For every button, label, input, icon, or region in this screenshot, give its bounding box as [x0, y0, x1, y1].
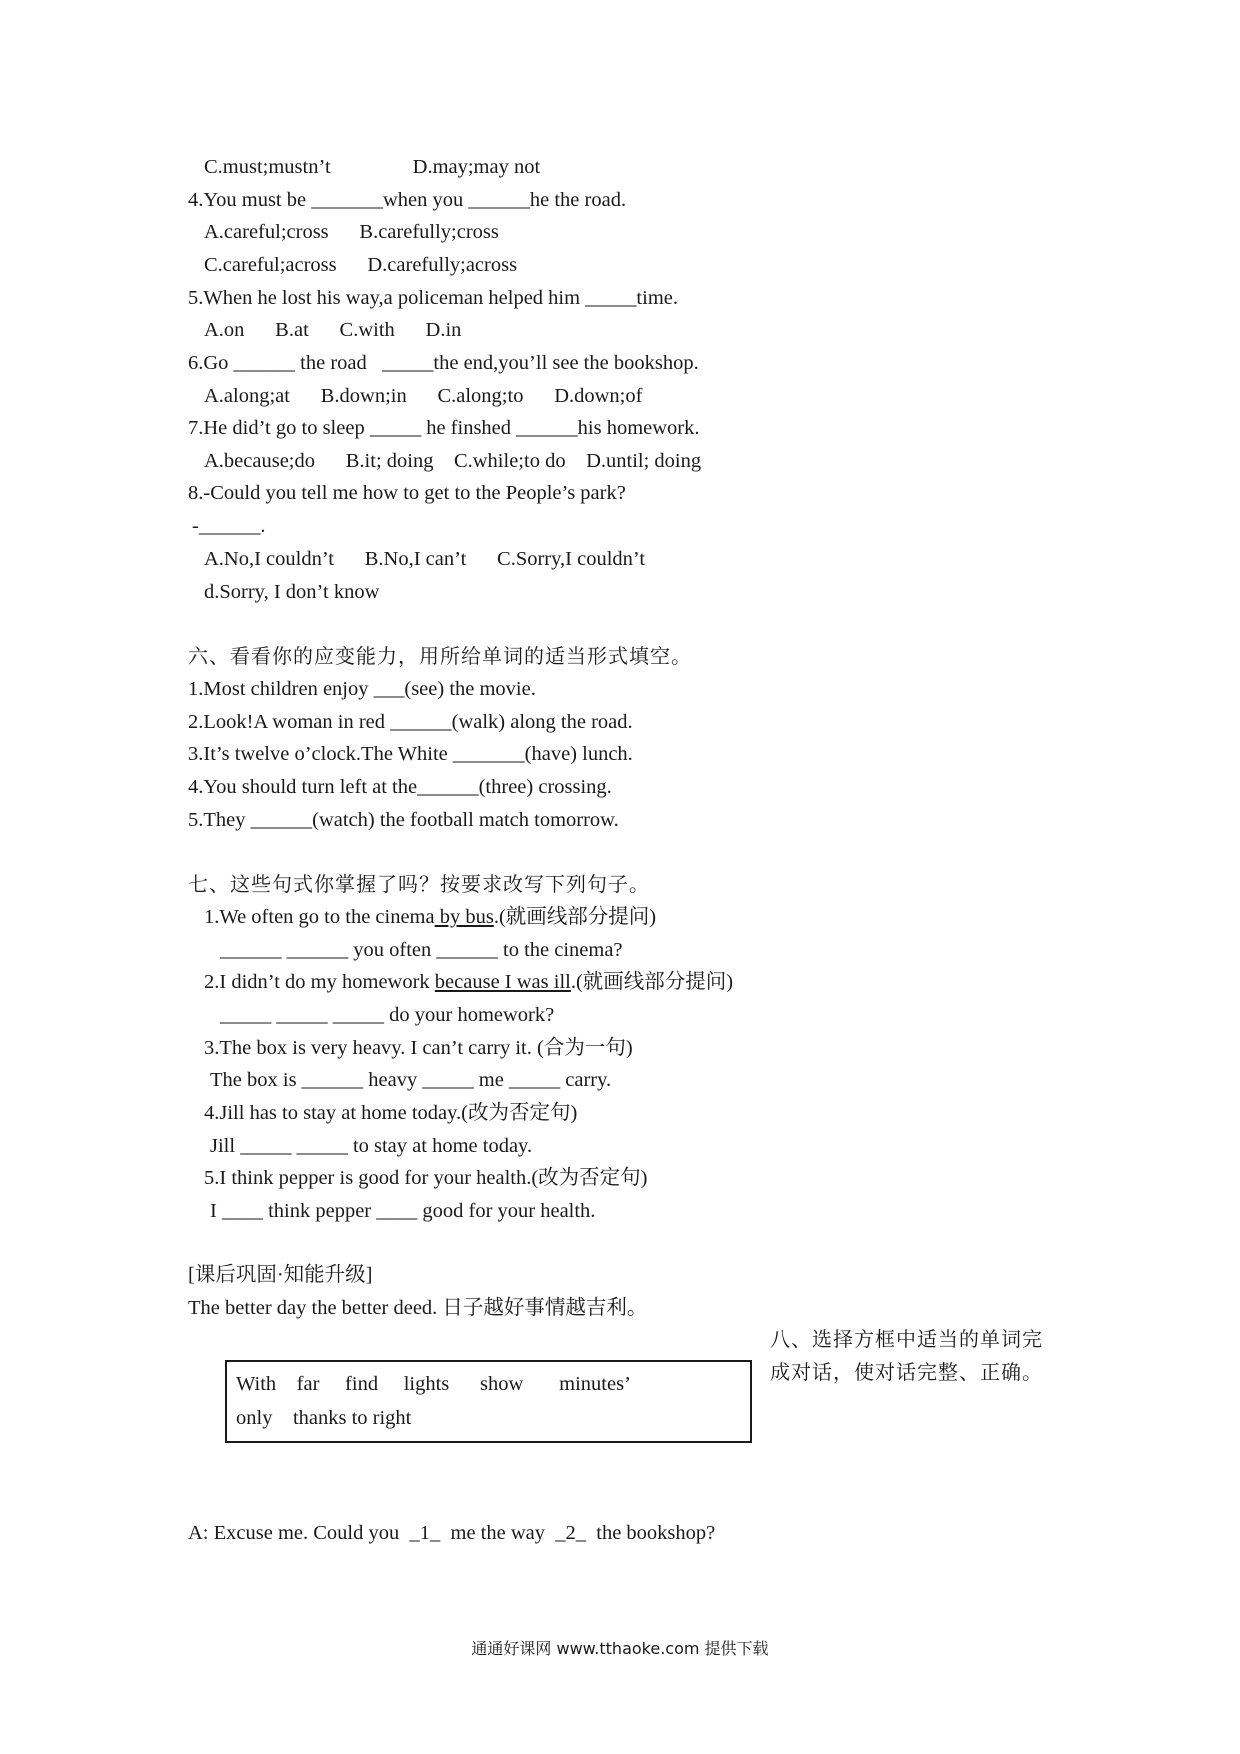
- dialogue-a-text-2: me the way: [440, 1522, 556, 1544]
- section6-title: 六、看看你的应变能力，用所给单词的适当形式填空。: [188, 644, 692, 668]
- q2-underlined-part: because I was ill: [434, 971, 571, 993]
- word-bank-box: [225, 1360, 752, 1443]
- page-footer: 通通好课网 www.tthaoke.com 提供下载: [471, 1639, 769, 1658]
- word-bank-row-1: With far find lights show minutes’: [236, 1373, 631, 1395]
- q3-options: C.must;mustn’t D.may;may not: [204, 156, 541, 178]
- blank-2: _2_: [555, 1522, 586, 1544]
- q5-question: 5.When he lost his way,a policeman helped him _____time.: [188, 287, 678, 309]
- after-class-heading: [课后巩固·知能升级]: [188, 1264, 373, 1286]
- q5-options: A.on B.at C.with D.in: [204, 319, 462, 341]
- q8-question: 8.-Could you tell me how to get to the People’s park?: [188, 482, 626, 504]
- q6-question: 6.Go ______ the road _____the end,you’ll see the bookshop.: [188, 352, 699, 374]
- q4-question: 4.You must be _______when you ______he the road.: [188, 189, 627, 211]
- section7-q3: 3.The box is very heavy. I can’t carry it. (合为一句): [204, 1037, 633, 1059]
- q4-options-a: A.careful;cross B.carefully;cross: [204, 221, 499, 243]
- q8-options-b: d.Sorry, I don’t know: [204, 581, 380, 603]
- section7-q2: [204, 970, 733, 994]
- dialogue-line-a: [188, 1521, 715, 1545]
- section8-title-line1: 八、选择方框中适当的单词完: [770, 1327, 1043, 1351]
- section8-title-line2: 成对话，使对话完整、正确。: [770, 1360, 1043, 1384]
- section7-q1: [204, 905, 656, 929]
- section6-item-4: 4.You should turn left at the______(three) crossing.: [188, 776, 612, 798]
- section7-q5-answer: I ____ think pepper ____ good for your health.: [210, 1200, 596, 1222]
- word-bank-row-2: only thanks to right: [236, 1407, 412, 1429]
- q8-options-a: A.No,I couldn’t B.No,I can’t C.Sorry,I couldn’t: [204, 548, 646, 570]
- q1-text: 1.We often go to the cinema: [204, 906, 435, 928]
- section7-q4: 4.Jill has to stay at home today.(改为否定句): [204, 1102, 578, 1124]
- q6-options: A.along;at B.down;in C.along;to D.down;of: [204, 385, 643, 407]
- q4-options-b: C.careful;across D.carefully;across: [204, 254, 518, 276]
- q8-blank: -______.: [192, 515, 266, 537]
- dialogue-a-text-3: the bookshop?: [586, 1522, 716, 1544]
- section6-item-1: 1.Most children enjoy ___(see) the movie.: [188, 678, 536, 700]
- q2-text: 2.I didn’t do my homework: [204, 971, 435, 993]
- q1-instruction: .(就画线部分提问): [493, 906, 657, 928]
- blank-1: _1_: [409, 1522, 441, 1544]
- section6-item-3: 3.It’s twelve o’clock.The White _______(have) lunch.: [188, 743, 633, 765]
- dialogue-a-text-1: A: Excuse me. Could you: [188, 1522, 410, 1544]
- section7-q4-answer: Jill _____ _____ to stay at home today.: [210, 1135, 533, 1157]
- q2-instruction: .(就画线部分提问): [570, 971, 734, 993]
- proverb-line: The better day the better deed. 日子越好事情越吉利。: [188, 1297, 648, 1319]
- section7-q2-answer: _____ _____ _____ do your homework?: [220, 1004, 555, 1026]
- q7-options: A.because;do B.it; doing C.while;to do D.until; doing: [204, 450, 702, 472]
- section6-item-5: 5.They ______(watch) the football match tomorrow.: [188, 809, 619, 831]
- section6-item-2: 2.Look!A woman in red ______(walk) along the road.: [188, 711, 633, 733]
- section7-q5: 5.I think pepper is good for your health.(改为否定句): [204, 1167, 648, 1189]
- section7-title: 七、这些句式你掌握了吗？按要求改写下列句子。: [188, 872, 650, 896]
- q7-question: 7.He did’t go to sleep _____ he finshed ______his homework.: [188, 417, 700, 439]
- section7-q3-answer: The box is ______ heavy _____ me _____ carry.: [210, 1069, 612, 1091]
- q1-underlined-part: by bus: [434, 906, 494, 928]
- section7-q1-answer: ______ ______ you often ______ to the cinema?: [220, 939, 623, 961]
